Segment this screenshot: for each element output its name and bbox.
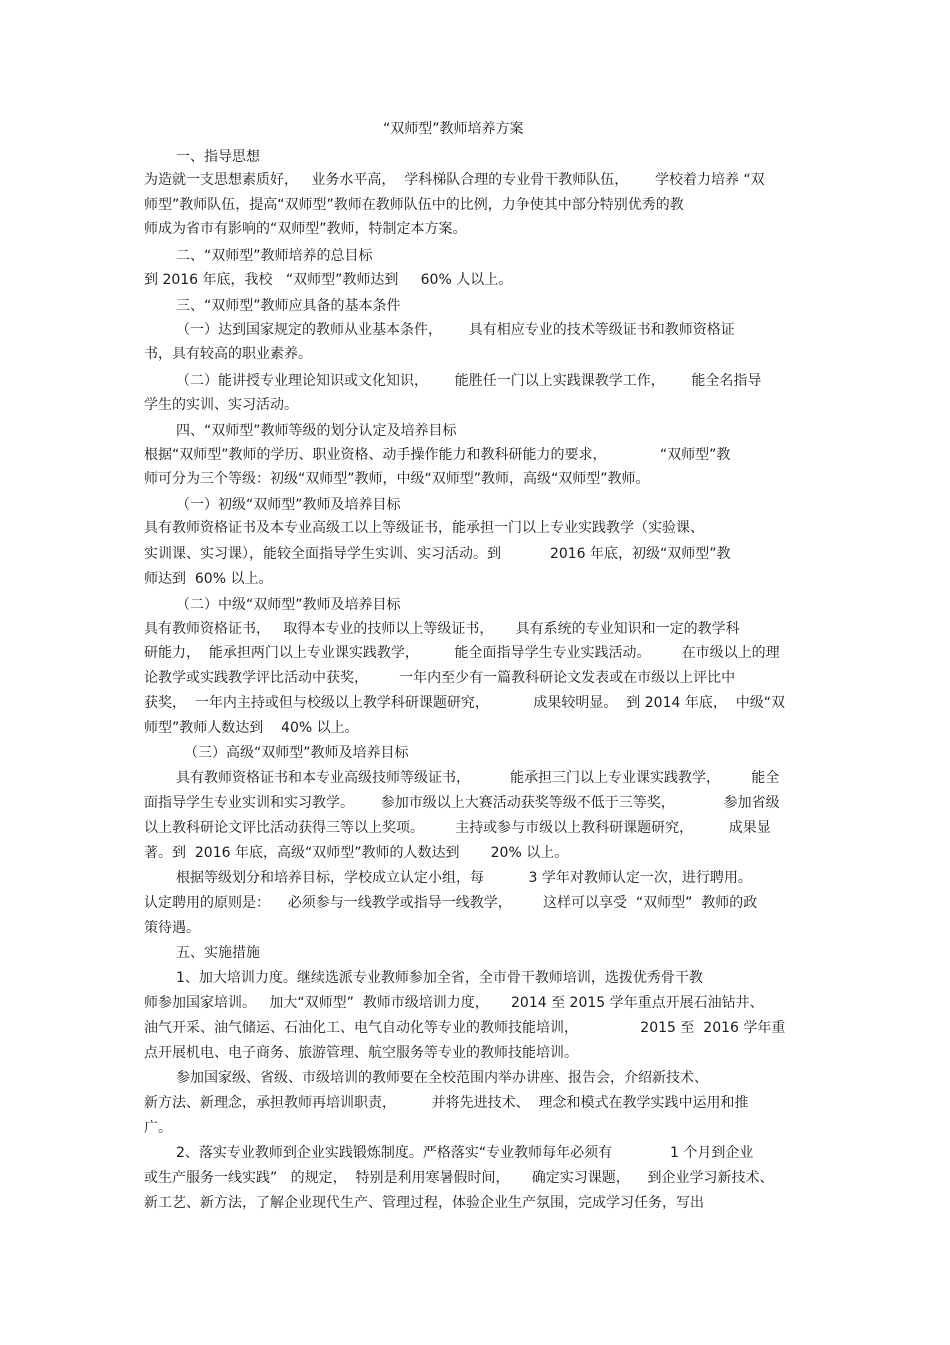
paragraph-line: 师达到 60% 以上。 <box>144 571 273 587</box>
paragraph-line: 书，具有较高的职业素养。 <box>144 346 312 362</box>
document-title: “双师型”教师培养方案 <box>383 121 524 137</box>
paragraph-line: 研能力， 能承担两门以上专业课实践教学， 能全面指导学生专业实践活动。 在市级以上的理 <box>144 645 780 661</box>
paragraph-line: 师可分为三个等级：初级“双师型”教师，中级“双师型”教师，高级“双师型”教师。 <box>144 471 650 487</box>
paragraph-line: 学生的实训、实习活动。 <box>144 397 298 413</box>
paragraph-line: 油气开采、油气储运、石油化工、电气自动化等专业的教师技能培训， 2015 至 2016 学年重 <box>144 1020 786 1036</box>
paragraph-line: 师型”教师队伍，提高“双师型”教师在教师队伍中的比例，力争使其中部分特别优秀的教 <box>144 197 684 213</box>
paragraph-line: 一、指导思想 <box>176 149 260 165</box>
paragraph-line: 四、“双师型”教师等级的划分认定及培养目标 <box>176 423 457 439</box>
paragraph-line: 二、“双师型”教师培养的总目标 <box>176 248 373 264</box>
paragraph-line: 师成为省市有影响的“双师型”教师，特制定本方案。 <box>144 221 467 237</box>
paragraph-line: 具有教师资格证书和本专业高级技师等级证书， 能承担三门以上专业课实践教学， 能全 <box>176 770 780 786</box>
paragraph-line: 点开展机电、电子商务、旅游管理、航空服务等专业的教师技能培训。 <box>144 1045 578 1061</box>
paragraph-line: 具有教师资格证书及本专业高级工以上等级证书，能承担一门以上专业实践教学（实验课、 <box>144 520 704 536</box>
paragraph-line: 认定聘用的原则是： 必须参与一线教学或指导一线教学， 这样可以享受 “双师型” 教师的政 <box>144 895 758 911</box>
paragraph-line: 或生产服务一线实践” 的规定， 特别是利用寒暑假时间， 确定实习课题， 到企业学习新技术、 <box>144 1170 774 1186</box>
paragraph-line: 面指导学生专业实训和实习教学。 参加市级以上大赛活动获奖等级不低于三等奖， 参加省级 <box>144 795 780 811</box>
paragraph-line: 五、实施措施 <box>176 945 260 961</box>
paragraph-line: 根据等级划分和培养目标，学校成立认定小组，每 3 学年对教师认定一次，进行聘用。 <box>176 870 752 886</box>
paragraph-line: 以上教科研论文评比活动获得三等以上奖项。 主持或参与市级以上教科研课题研究， 成果显 <box>144 820 771 836</box>
paragraph-line: 参加国家级、省级、市级培训的教师要在全校范围内举办讲座、报告会，介绍新技术、 <box>176 1070 708 1086</box>
paragraph-line: 1、加大培训力度。继续选派专业教师参加全省，全市骨干教师培训，选拨优秀骨干教 <box>176 970 703 986</box>
paragraph-line: 2、落实专业教师到企业实践锻炼制度。严格落实“专业教师每年必须有 1 个月到企业 <box>176 1145 754 1161</box>
paragraph-line: （一）初级“双师型”教师及培养目标 <box>176 497 401 513</box>
paragraph-line: 根据“双师型”教师的学历、职业资格、动手操作能力和教科研能力的要求， “双师型”教 <box>144 447 731 463</box>
paragraph-line: （二）中级“双师型”教师及培养目标 <box>176 597 401 613</box>
paragraph-line: 师型”教师人数达到 40% 以上。 <box>144 720 359 736</box>
paragraph-line: 到 2016 年底，我校 “双师型”教师达到 60% 人以上。 <box>144 272 513 288</box>
paragraph-line: （二）能讲授专业理论知识或文化知识， 能胜任一门以上实践课教学工作， 能全名指导 <box>176 373 762 389</box>
paragraph-line: 获奖， 一年内主持或但与校级以上教学科研课题研究， 成果较明显。 到 2014 年底， 中级“双 <box>144 695 785 711</box>
paragraph-line: 论教学或实践教学评比活动中获奖， 一年内至少有一篇教科研论文发表或在市级以上评比中 <box>144 670 736 686</box>
paragraph-line: 实训课、实习课），能较全面指导学生实训、实习活动。到 2016 年底，初级“双师型”教 <box>144 546 731 562</box>
paragraph-line: 三、“双师型”教师应具备的基本条件 <box>176 298 401 314</box>
paragraph-line: 新方法、新理念，承担教师再培训职责， 并将先进技术、 理念和模式在教学实践中运用和推 <box>144 1095 749 1111</box>
paragraph-line: （一）达到国家规定的教师从业基本条件， 具有相应专业的技术等级证书和教师资格证 <box>176 322 735 338</box>
paragraph-line: 著。到 2016 年底，高级“双师型”教师的人数达到 20% 以上。 <box>144 845 569 861</box>
paragraph-line: 新工艺、新方法，了解企业现代生产、管理过程，体验企业生产氛围，完成学习任务，写出 <box>144 1195 704 1211</box>
paragraph-line: （三）高级“双师型”教师及培养目标 <box>184 745 409 761</box>
paragraph-line: 广。 <box>144 1120 172 1136</box>
paragraph-line: 具有教师资格证书， 取得本专业的技师以上等级证书， 具有系统的专业知识和一定的教学科 <box>144 621 740 637</box>
paragraph-line: 策待遇。 <box>144 920 200 936</box>
paragraph-line: 师参加国家培训。 加大“双师型” 教师市级培训力度， 2014 至 2015 学年重点开展石油钻井、 <box>144 995 764 1011</box>
paragraph-line: 为造就一支思想素质好， 业务水平高， 学科梯队合理的专业骨干教师队伍， 学校着力培养 “双 <box>144 172 765 188</box>
